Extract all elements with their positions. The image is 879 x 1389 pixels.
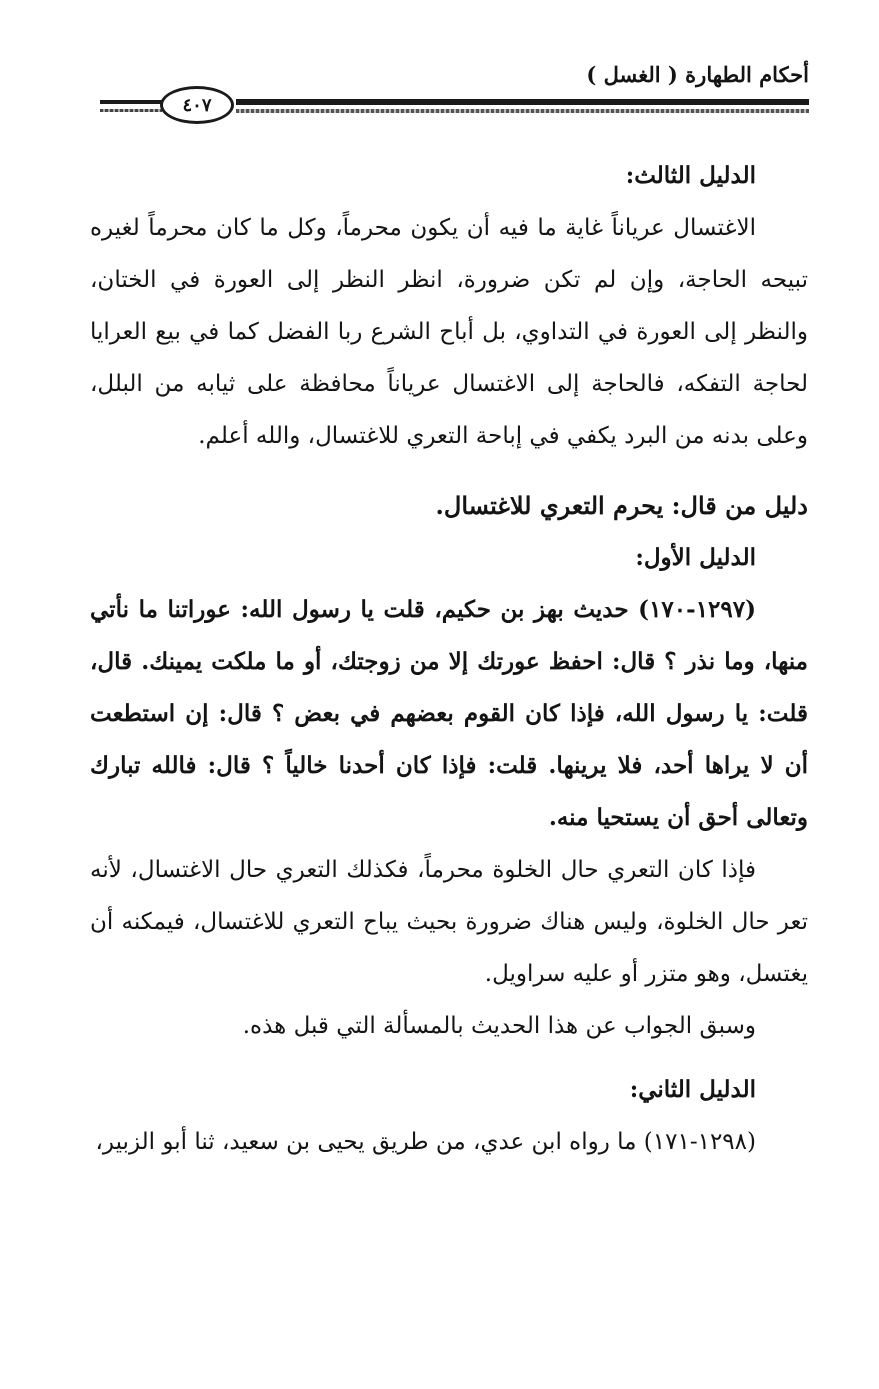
page-body <box>90 150 808 1168</box>
paragraph-4: وسبق الجواب عن هذا الحديث بالمسألة التي قبل هذه. <box>242 1013 756 1039</box>
paragraph-1: الاغتسال عرياناً غاية ما فيه أن يكون محرماً، وكل ما كان محرماً لغيره تبيحه الحاجة، وإن لم تكن ضرورة، انظر النظر إلى العورة في الختان، والنظر إلى العورة في التداوي، بل أباح الشرع ربا الفضل كما في بيع العرايا لحاجة التفكه، فالحاجة إلى الاغتسال عرياناً محافظة على ثيابه من البلل، وعلى بدنه من البرد يكفي في إباحة التعري للاغتسال، والله أعلم. <box>90 215 808 449</box>
spacer <box>90 462 808 474</box>
paragraph-3: فإذا كان التعري حال الخلوة محرماً، فكذلك التعري حال الاغتسال، لأنه تعر حال الخلوة، وليس هناك ضرورة بحيث يباح التعري للاغتسال، فيمكنه أن يغتسل، وهو متزر أو عليه سراويل. <box>90 857 808 987</box>
header-rule-left-dotted <box>100 109 162 112</box>
page-number: ٤٠٧ <box>182 94 212 116</box>
hadith-paragraph: (١٢٩٧-١٧٠) حديث بهز بن حكيم، قلت يا رسول الله: عوراتنا ما نأتي منها، وما نذر ؟ قال: احفظ عورتك إلا من زوجتك، أو ما ملكت يمينك. قال، قلت: يا رسول الله، فإذا كان القوم بعضهم في بعض ؟ قال: إن استطعت أن لا يراها أحد، فلا يرينها. قلت: فإذا كان أحدنا خالياً ؟ قال: فالله تبارك وتعالى أحق أن يستحيا منه. <box>90 596 808 831</box>
section-heading-third-evidence: الدليل الثالث: <box>625 162 756 189</box>
section-heading-first-evidence: الدليل الأول: <box>635 544 756 571</box>
section-heading-second-evidence: الدليل الثاني: <box>629 1076 756 1103</box>
header-rule-thick <box>236 99 809 105</box>
running-title: أحكام الطهارة ( الغسل ) <box>586 62 809 87</box>
page-header <box>0 0 879 135</box>
header-rule-left <box>100 100 162 104</box>
section-heading-prohibition: دليل من قال: يحرم التعري للاغتسال. <box>435 491 808 520</box>
spacer <box>90 1052 808 1064</box>
header-rule-dotted <box>236 109 809 113</box>
paragraph-5: (١٢٩٨-١٧١) ما رواه ابن عدي، من طريق يحيى بن سعيد، ثنا أبو الزبير، <box>95 1129 756 1155</box>
page-number-badge <box>160 86 234 124</box>
